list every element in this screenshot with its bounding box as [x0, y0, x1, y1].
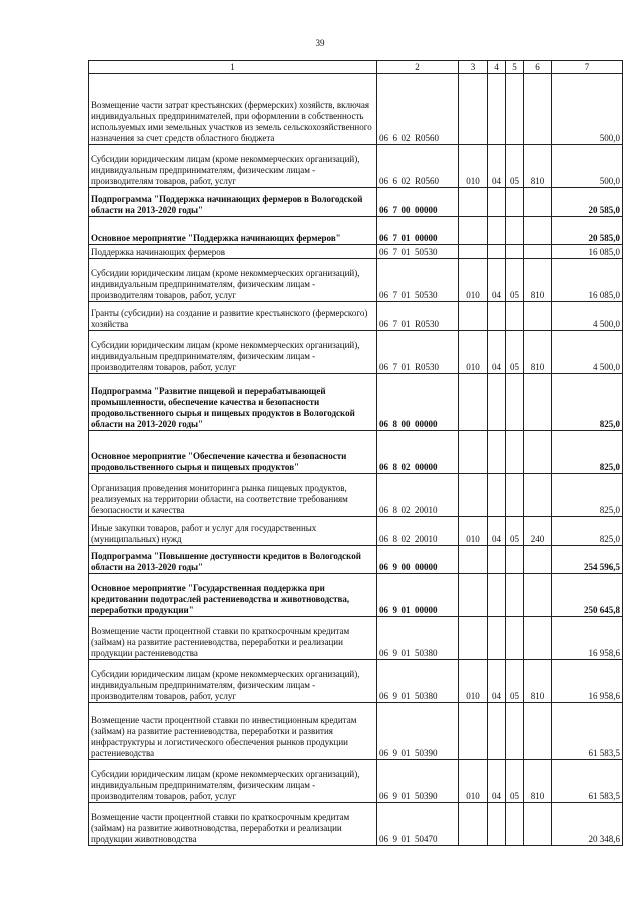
expense-type-code: [524, 302, 552, 331]
amount: 16 085,0: [552, 259, 623, 302]
target-code: 05: [506, 760, 524, 803]
section-code: [459, 74, 488, 145]
section-code: [459, 431, 488, 474]
budget-code: 06 9 01 50380: [377, 660, 459, 703]
target-code: 05: [506, 145, 524, 188]
table-row: [89, 474, 623, 517]
subsection-code: 04: [488, 145, 506, 188]
target-code: [506, 803, 524, 846]
budget-code: 06 7 01 R0530: [377, 331, 459, 374]
amount: 4 500,0: [552, 302, 623, 331]
amount: 20 348,6: [552, 803, 623, 846]
header-cell: 7: [552, 61, 623, 74]
subsection-code: [488, 617, 506, 660]
amount: 254 596,5: [552, 546, 623, 574]
expense-type-code: [524, 546, 552, 574]
subsection-code: [488, 474, 506, 517]
budget-code: 06 9 01 50380: [377, 617, 459, 660]
subsection-code: 04: [488, 517, 506, 546]
amount: 16 958,6: [552, 617, 623, 660]
subsection-code: [488, 74, 506, 145]
subsection-code: [488, 574, 506, 617]
target-code: 05: [506, 331, 524, 374]
section-code: [459, 546, 488, 574]
budget-code: 06 9 00 00000: [377, 546, 459, 574]
target-code: [506, 245, 524, 259]
header-cell: 6: [524, 61, 552, 74]
amount: 20 585,0: [552, 217, 623, 245]
amount: 500,0: [552, 74, 623, 145]
table-row: [89, 517, 623, 546]
budget-table: [88, 60, 623, 846]
section-code: 010: [459, 517, 488, 546]
expense-type-code: [524, 574, 552, 617]
budget-code: 06 6 02 R0560: [377, 145, 459, 188]
subsection-code: [488, 188, 506, 217]
table-row: [89, 74, 623, 145]
table-row: [89, 546, 623, 574]
subsection-code: 04: [488, 660, 506, 703]
amount: 61 583,5: [552, 760, 623, 803]
amount: 16 958,6: [552, 660, 623, 703]
target-code: [506, 217, 524, 245]
expense-type-code: 810: [524, 259, 552, 302]
target-code: [506, 617, 524, 660]
row-name: Организация проведения мониторинга рынка пищевых продуктов, реализуемых на территории области, на соответствие требованиям безопасности и качества: [89, 474, 377, 517]
row-name: Возмещение части процентной ставки по краткосрочным кредитам (займам) на развитие растениеводства, переработки и реализации продукции растениеводства: [89, 617, 377, 660]
expense-type-code: 240: [524, 517, 552, 546]
row-name: Возмещение части процентной ставки по краткосрочным кредитам (займам) на развитие животноводства, переработки и реализации продукции животноводства: [89, 803, 377, 846]
row-name: Возмещение части процентной ставки по инвестиционным кредитам (займам) на развитие растениеводства, переработки и развития инфраструктуры и логистического обеспечения рынков продукции растениеводства: [89, 703, 377, 760]
row-name: Основное мероприятие "Обеспечение качества и безопасности продовольственного сырья и пищевых продуктов": [89, 431, 377, 474]
budget-code: 06 7 01 50530: [377, 245, 459, 259]
header-cell: 1: [89, 61, 377, 74]
table-row: [89, 374, 623, 431]
row-name: Подпрограмма "Повышение доступности кредитов в Вологодской области на 2013-2020 годы": [89, 546, 377, 574]
subsection-code: [488, 374, 506, 431]
budget-code: 06 8 00 00000: [377, 374, 459, 431]
row-name: Основное мероприятие "Поддержка начинающих фермеров": [89, 217, 377, 245]
expense-type-code: [524, 431, 552, 474]
table-row: [89, 703, 623, 760]
budget-code: 06 9 01 50470: [377, 803, 459, 846]
target-code: [506, 302, 524, 331]
budget-code: 06 7 00 00000: [377, 188, 459, 217]
expense-type-code: [524, 374, 552, 431]
row-name: Субсидии юридическим лицам (кроме некоммерческих организаций), индивидуальным предпринимателям, физическим лицам - производителям товаров, работ, услуг: [89, 259, 377, 302]
header-cell: 5: [506, 61, 524, 74]
amount: 250 645,8: [552, 574, 623, 617]
section-code: 010: [459, 259, 488, 302]
section-code: [459, 474, 488, 517]
table-row: [89, 145, 623, 188]
budget-code: 06 7 01 00000: [377, 217, 459, 245]
amount: 825,0: [552, 517, 623, 546]
target-code: 05: [506, 517, 524, 546]
amount: 500,0: [552, 145, 623, 188]
amount: 825,0: [552, 374, 623, 431]
expense-type-code: [524, 803, 552, 846]
target-code: [506, 431, 524, 474]
section-code: [459, 217, 488, 245]
amount: 825,0: [552, 431, 623, 474]
amount: 4 500,0: [552, 331, 623, 374]
subsection-code: [488, 245, 506, 259]
row-name: Гранты (субсидии) на создание и развитие крестьянского (фермерского) хозяйства: [89, 302, 377, 331]
row-name: Субсидии юридическим лицам (кроме некоммерческих организаций), индивидуальным предпринимателям, физическим лицам - производителям товаров, работ, услуг: [89, 331, 377, 374]
section-code: [459, 374, 488, 431]
table-row: [89, 217, 623, 245]
header-cell: 2: [377, 61, 459, 74]
table-row: [89, 188, 623, 217]
row-name: Подпрограмма "Поддержка начинающих фермеров в Вологодской области на 2013-2020 годы": [89, 188, 377, 217]
subsection-code: 04: [488, 259, 506, 302]
budget-code: 06 9 01 50390: [377, 703, 459, 760]
target-code: 05: [506, 259, 524, 302]
row-name: Основное мероприятие "Государственная поддержка при кредитовании подотраслей растениеводства и животноводства, переработки продукции": [89, 574, 377, 617]
section-code: [459, 302, 488, 331]
budget-code: 06 8 02 00000: [377, 431, 459, 474]
expense-type-code: [524, 703, 552, 760]
row-name: Иные закупки товаров, работ и услуг для государственных (муниципальных) нужд: [89, 517, 377, 546]
row-name: Субсидии юридическим лицам (кроме некоммерческих организаций), индивидуальным предпринимателям, физическим лицам - производителям товаров, работ, услуг: [89, 660, 377, 703]
table-row: [89, 245, 623, 259]
target-code: [506, 74, 524, 145]
section-code: [459, 703, 488, 760]
row-name: Поддержка начинающих фермеров: [89, 245, 377, 259]
subsection-code: [488, 703, 506, 760]
budget-code: 06 6 02 R0560: [377, 74, 459, 145]
row-name: Субсидии юридическим лицам (кроме некоммерческих организаций), индивидуальным предпринимателям, физическим лицам - производителям товаров, работ, услуг: [89, 760, 377, 803]
table-row: [89, 760, 623, 803]
target-code: [506, 546, 524, 574]
subsection-code: 04: [488, 760, 506, 803]
section-code: [459, 574, 488, 617]
section-code: [459, 245, 488, 259]
expense-type-code: [524, 474, 552, 517]
budget-code: 06 8 02 20010: [377, 474, 459, 517]
expense-type-code: [524, 217, 552, 245]
table-row: [89, 259, 623, 302]
row-name: Возмещение части затрат крестьянских (фермерских) хозяйств, включая индивидуальных предпринимателей, при оформлении в собственность используемых ими земельных участков из земель сельскохозяйственного назначения за счет средств областного бюджета: [89, 74, 377, 145]
budget-code: 06 9 01 00000: [377, 574, 459, 617]
section-code: [459, 617, 488, 660]
row-name: Субсидии юридическим лицам (кроме некоммерческих организаций), индивидуальным предпринимателям, физическим лицам - производителям товаров, работ, услуг: [89, 145, 377, 188]
budget-code: 06 8 02 20010: [377, 517, 459, 546]
subsection-code: 04: [488, 331, 506, 374]
page-number: 39: [315, 38, 325, 48]
amount: 16 085,0: [552, 245, 623, 259]
table-row: [89, 431, 623, 474]
section-code: 010: [459, 331, 488, 374]
subsection-code: [488, 217, 506, 245]
budget-code: 06 7 01 R0530: [377, 302, 459, 331]
expense-type-code: 810: [524, 145, 552, 188]
expense-type-code: [524, 188, 552, 217]
table-row: [89, 574, 623, 617]
subsection-code: [488, 546, 506, 574]
subsection-code: [488, 302, 506, 331]
target-code: [506, 188, 524, 217]
table-header-row: [89, 61, 623, 74]
amount: 20 585,0: [552, 188, 623, 217]
budget-code: 06 9 01 50390: [377, 760, 459, 803]
section-code: 010: [459, 145, 488, 188]
expense-type-code: [524, 245, 552, 259]
table-row: [89, 302, 623, 331]
target-code: [506, 703, 524, 760]
header-cell: 4: [488, 61, 506, 74]
amount: 61 583,5: [552, 703, 623, 760]
expense-type-code: 810: [524, 660, 552, 703]
section-code: [459, 188, 488, 217]
table-row: [89, 617, 623, 660]
target-code: 05: [506, 660, 524, 703]
expense-type-code: 810: [524, 760, 552, 803]
section-code: [459, 803, 488, 846]
table-row: [89, 660, 623, 703]
subsection-code: [488, 431, 506, 474]
target-code: [506, 374, 524, 431]
subsection-code: [488, 803, 506, 846]
amount: 825,0: [552, 474, 623, 517]
row-name: Подпрограмма "Развитие пищевой и перерабатывающей промышленности, обеспечение качества и безопасности продовольственного сырья и пищевых продуктов в Вологодской области на 2013-2020 годы": [89, 374, 377, 431]
expense-type-code: 810: [524, 331, 552, 374]
budget-code: 06 7 01 50530: [377, 259, 459, 302]
table-row: [89, 803, 623, 846]
expense-type-code: [524, 617, 552, 660]
section-code: 010: [459, 660, 488, 703]
target-code: [506, 574, 524, 617]
target-code: [506, 474, 524, 517]
expense-type-code: [524, 74, 552, 145]
table-row: [89, 331, 623, 374]
section-code: 010: [459, 760, 488, 803]
header-cell: 3: [459, 61, 488, 74]
